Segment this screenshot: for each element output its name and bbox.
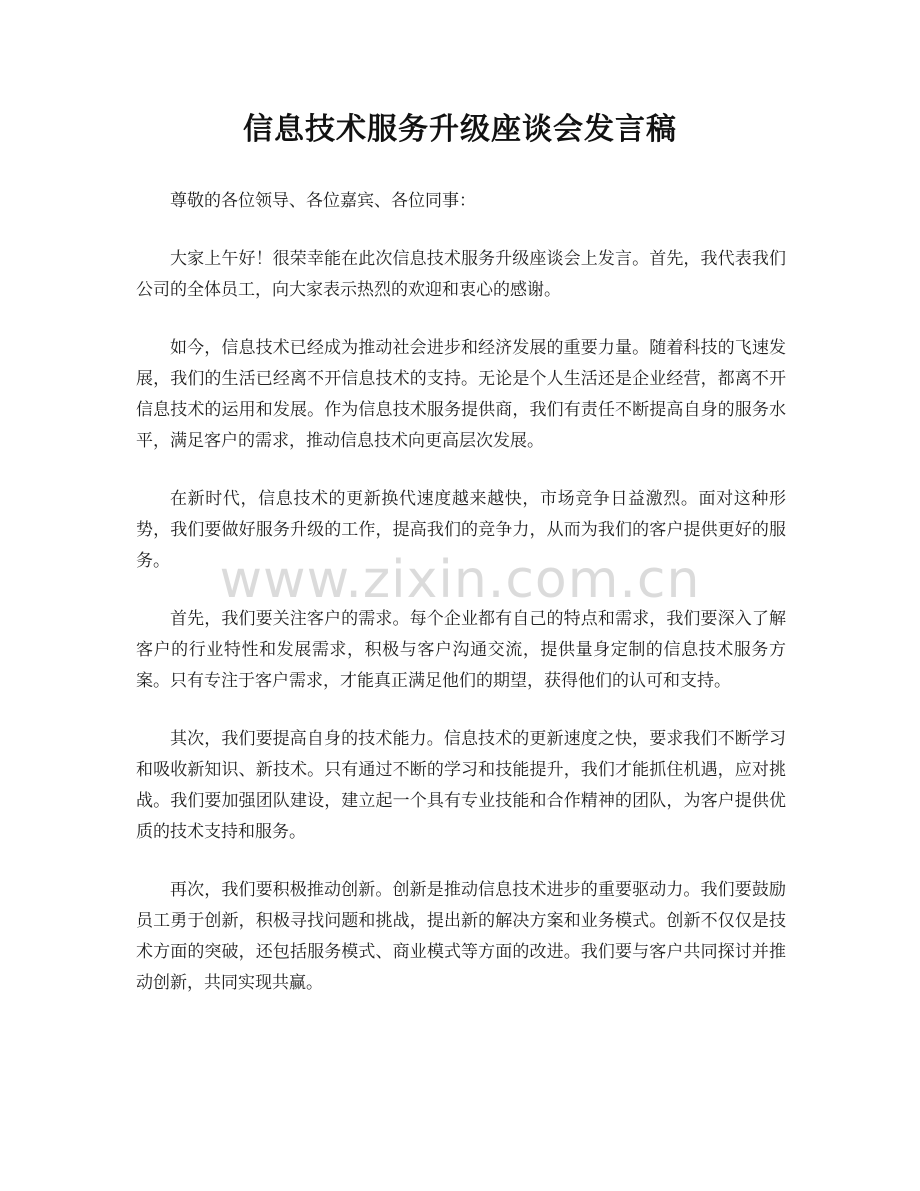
body-paragraph: 大家上午好！很荣幸能在此次信息技术服务升级座谈会上发言。首先，我代表我们公司的全体员工，向大家表示热烈的欢迎和衷心的感谢。: [136, 249, 786, 300]
body-paragraph: 在新时代，信息技术的更新换代速度越来越快，市场竞争日益激烈。面对这种形势，我们要做好服务升级的工作，提高我们的竞争力，从而为我们的客户提供更好的服务。: [136, 489, 786, 571]
document-title: 信息技术服务升级座谈会发言稿: [243, 112, 677, 147]
document-body: [136, 186, 786, 1026]
watermark-text: www.zixin.com.cn: [219, 550, 701, 610]
body-paragraph: 如今，信息技术已经成为推动社会进步和经济发展的重要力量。随着科技的飞速发展，我们的生活已经离不开信息技术的支持。无论是个人生活还是企业经营，都离不开信息技术的运用和发展。作为信息技术服务提供商，我们有责任不断提高自身的服务水平，满足客户的需求，推动信息技术向更高层次发展。: [136, 338, 786, 451]
salutation-paragraph: 尊敬的各位领导、各位嘉宾、各位同事：: [170, 191, 476, 211]
body-paragraph: 再次，我们要积极推动创新。创新是推动信息技术进步的重要驱动力。我们要鼓励员工勇于创新，积极寻找问题和挑战，提出新的解决方案和业务模式。创新不仅仅是技术方面的突破，还包括服务模式、商业模式等方面的改进。我们要与客户共同探讨并推动创新，共同实现共赢。: [136, 880, 786, 993]
body-paragraph: 其次，我们要提高自身的技术能力。信息技术的更新速度之快，要求我们不断学习和吸收新知识、新技术。只有通过不断的学习和技能提升，我们才能抓住机遇，应对挑战。我们要加强团队建设，建立起一个具有专业技能和合作精神的团队，为客户提供优质的技术支持和服务。: [136, 729, 786, 842]
body-paragraph: 首先，我们要关注客户的需求。每个企业都有自己的特点和需求，我们要深入了解客户的行业特性和发展需求，积极与客户沟通交流，提供量身定制的信息技术服务方案。只有专注于客户需求，才能真正满足他们的期望，获得他们的认可和支持。: [136, 609, 786, 691]
